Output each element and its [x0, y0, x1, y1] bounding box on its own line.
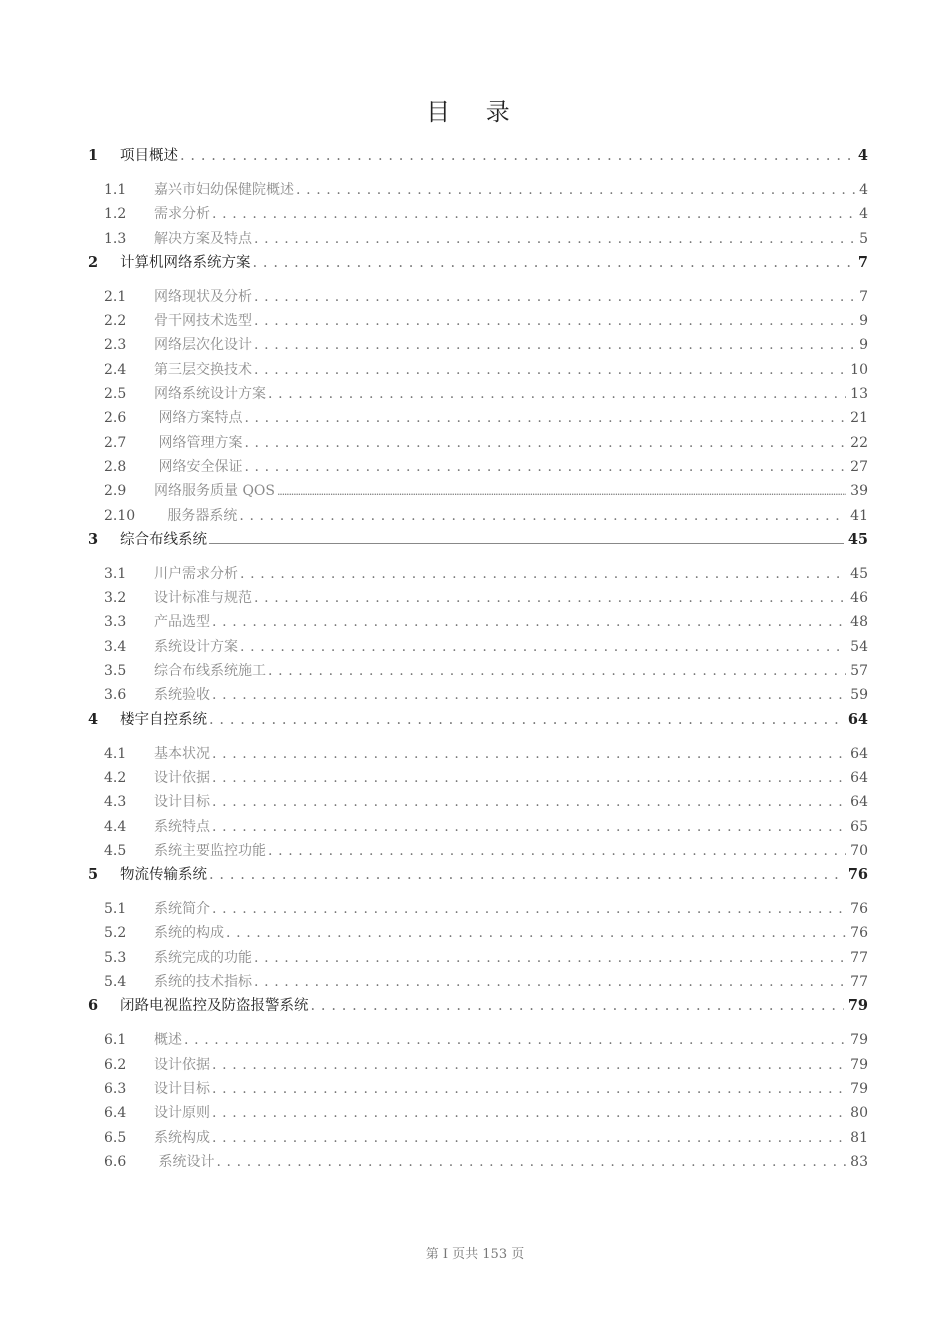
toc-entry-number: 2.8	[104, 458, 127, 475]
toc-entry-title: 闭路电视监控及防盗报警系统	[120, 998, 309, 1015]
toc-entry-title: 嘉兴市妇幼保健院概述	[154, 182, 294, 198]
toc-entry-page-number: 76	[850, 925, 868, 942]
toc-dot-leader	[212, 1053, 846, 1077]
toc-section-entry[interactable]	[88, 309, 868, 333]
toc-entry-title: 网络方案特点	[154, 410, 243, 427]
toc-section-entry[interactable]	[88, 227, 868, 251]
toc-dot-leader	[212, 790, 846, 814]
toc-section-entry[interactable]	[88, 333, 868, 357]
toc-entry-title: 设计目标	[154, 794, 210, 811]
toc-dot-leader	[212, 1077, 846, 1101]
toc-chapter-entry[interactable]	[88, 708, 868, 742]
toc-entry-number: 1	[88, 147, 99, 164]
toc-section-entry[interactable]	[88, 586, 868, 610]
toc-section-entry[interactable]	[88, 610, 868, 634]
toc-entry-number: 5	[88, 866, 99, 884]
toc-entry-page-number: 41	[850, 507, 868, 524]
toc-entry-number: 6.3	[104, 1080, 127, 1097]
toc-entry-page-number: 77	[850, 974, 868, 991]
toc-entry-page-number: 79	[847, 997, 868, 1015]
toc-entry-page-number: 79	[850, 1032, 868, 1049]
toc-dot-leader	[296, 178, 855, 202]
toc-entry-number: 2.1	[104, 288, 127, 305]
toc-entry-title: 概述	[154, 1032, 182, 1049]
toc-entry-number: 6.6	[104, 1153, 127, 1170]
table-of-contents	[88, 144, 868, 1174]
toc-entry-page-number: 46	[850, 590, 868, 607]
toc-section-entry[interactable]	[88, 1053, 868, 1077]
toc-entry-title: 服务器系统	[154, 507, 238, 524]
toc-dot-leader	[254, 970, 846, 994]
toc-entry-number: 2.3	[104, 337, 127, 354]
toc-entry-title: 计算机网络系统方案	[120, 254, 251, 271]
toc-entry-number: 3.2	[104, 590, 127, 607]
toc-section-entry[interactable]	[88, 202, 868, 226]
toc-entry-title: 设计依据	[154, 1056, 210, 1073]
toc-dot-leader	[212, 683, 846, 707]
toc-entry-title: 需求分析	[154, 206, 210, 223]
toc-dot-leader	[209, 863, 844, 887]
toc-section-entry[interactable]	[88, 1126, 868, 1150]
toc-section-entry[interactable]	[88, 562, 868, 586]
toc-entry-page-number: 64	[850, 745, 868, 762]
toc-section-entry[interactable]	[88, 897, 868, 921]
toc-entry-number: 3.6	[104, 687, 127, 704]
toc-dot-leader	[212, 1101, 846, 1125]
toc-entry-number: 6.5	[104, 1129, 127, 1146]
toc-entry-page-number: 22	[850, 434, 868, 451]
toc-entry-title: 系统主要监控功能	[154, 842, 266, 859]
toc-entry-number: 6.2	[104, 1056, 127, 1073]
toc-section-entry[interactable]	[88, 382, 868, 406]
toc-section-entry[interactable]	[88, 455, 868, 479]
toc-section-entry[interactable]	[88, 742, 868, 766]
toc-entry-title: 网络现状及分析	[154, 288, 252, 305]
toc-entry-page-number: 80	[850, 1105, 868, 1122]
toc-entry-title: 基本状况	[154, 745, 210, 762]
toc-entry-title: 网络安全保证	[154, 458, 243, 475]
toc-entry-page-number: 76	[850, 901, 868, 918]
toc-chapter-entry[interactable]	[88, 863, 868, 897]
toc-dot-leader	[209, 529, 844, 544]
toc-entry-page-number: 9	[859, 313, 868, 330]
toc-dot-leader	[226, 921, 846, 945]
page-footer: 第 I 页共 153 页	[425, 1247, 525, 1262]
toc-entry-title: 系统设计方案	[154, 638, 238, 655]
toc-section-entry[interactable]	[88, 431, 868, 455]
toc-entry-number: 3.3	[104, 614, 127, 631]
toc-dot-leader	[254, 946, 846, 970]
toc-entry-page-number: 27	[850, 458, 868, 475]
toc-entry-page-number: 57	[850, 663, 868, 680]
toc-dot-leader	[244, 406, 846, 430]
toc-entry-number: 5.4	[104, 974, 127, 991]
toc-dot-leader	[311, 994, 844, 1018]
toc-entry-number: 4.5	[104, 842, 127, 859]
toc-section-entry[interactable]	[88, 406, 868, 430]
toc-dot-leader	[240, 562, 846, 586]
toc-section-entry[interactable]	[88, 659, 868, 683]
toc-section-entry[interactable]	[88, 479, 868, 503]
toc-entry-number: 5.1	[104, 901, 127, 918]
toc-entry-number: 2.6	[104, 410, 127, 427]
toc-section-entry[interactable]	[88, 839, 868, 863]
toc-entry-page-number: 4	[857, 147, 868, 164]
toc-entry-title: 综合布线系统施工	[154, 663, 266, 680]
toc-entry-number: 3.4	[104, 638, 127, 655]
toc-entry-number: 5.3	[104, 949, 127, 966]
toc-dot-leader	[212, 202, 855, 226]
toc-entry-title: 设计标准与规范	[154, 590, 252, 607]
toc-entry-page-number: 5	[859, 230, 868, 247]
toc-entry-number: 4.2	[104, 769, 127, 786]
toc-section-entry[interactable]	[88, 178, 868, 202]
toc-section-entry[interactable]	[88, 766, 868, 790]
toc-entry-number: 4.4	[104, 818, 127, 835]
toc-entry-number: 2.4	[104, 361, 127, 378]
toc-entry-title: 项目概述	[120, 148, 178, 164]
toc-entry-title: 骨干网技术选型	[154, 313, 252, 330]
toc-entry-page-number: 39	[850, 483, 868, 500]
toc-entry-page-number: 70	[850, 842, 868, 859]
toc-entry-page-number: 81	[850, 1129, 868, 1146]
toc-dot-leader	[209, 708, 844, 732]
toc-entry-title: 楼宇自控系统	[120, 711, 207, 728]
toc-section-entry[interactable]	[88, 970, 868, 994]
toc-entry-title: 系统的构成	[154, 925, 224, 942]
toc-dot-leader	[212, 766, 846, 790]
toc-entry-number: 6	[88, 997, 99, 1015]
toc-entry-page-number: 65	[850, 818, 868, 835]
toc-dot-leader	[240, 635, 846, 659]
toc-entry-title: 网络系统设计方案	[154, 386, 266, 403]
toc-dot-leader	[254, 586, 846, 610]
toc-entry-title: 设计原则	[154, 1105, 210, 1122]
toc-dot-leader	[254, 285, 855, 309]
toc-entry-title: 解决方案及特点	[154, 230, 252, 247]
toc-entry-title: 设计目标	[154, 1080, 210, 1097]
toc-entry-title: 物流传输系统	[120, 867, 207, 884]
toc-entry-page-number: 83	[850, 1153, 868, 1170]
toc-entry-page-number: 64	[850, 794, 868, 811]
toc-entry-number: 3.1	[104, 565, 127, 582]
toc-entry-title: 系统验收	[154, 687, 210, 704]
toc-entry-page-number: 64	[850, 769, 868, 786]
toc-entry-number: 1.3	[104, 230, 127, 247]
toc-entry-title: 网络服务质量 QOS	[154, 483, 275, 500]
toc-chapter-entry[interactable]	[88, 144, 868, 178]
toc-entry-number: 1.1	[104, 182, 127, 198]
toc-dot-leader	[184, 1028, 846, 1052]
toc-entry-number: 1.2	[104, 206, 127, 223]
toc-dot-leader	[244, 431, 846, 455]
toc-dot-leader	[254, 309, 855, 333]
toc-section-entry[interactable]	[88, 358, 868, 382]
toc-entry-number: 2.10	[104, 507, 136, 524]
toc-dot-leader	[212, 610, 846, 634]
toc-dot-leader	[239, 504, 846, 528]
toc-entry-page-number: 54	[850, 638, 868, 655]
toc-entry-page-number: 64	[847, 710, 868, 728]
toc-dot-leader	[180, 144, 854, 168]
toc-entry-page-number: 77	[850, 949, 868, 966]
toc-entry-page-number: 79	[850, 1056, 868, 1073]
toc-entry-page-number: 59	[850, 687, 868, 704]
toc-entry-title: 网络管理方案	[154, 434, 243, 451]
toc-chapter-entry[interactable]	[88, 994, 868, 1028]
toc-section-entry[interactable]	[88, 815, 868, 839]
toc-dot-leader	[253, 251, 854, 275]
toc-entry-number: 4.1	[104, 745, 127, 762]
toc-section-entry[interactable]	[88, 1028, 868, 1052]
toc-entry-title: 系统的技术指标	[154, 974, 252, 991]
toc-entry-title: 川户需求分析	[154, 565, 238, 582]
toc-entry-title: 系统特点	[154, 818, 210, 835]
toc-entry-page-number: 79	[850, 1080, 868, 1097]
toc-dot-leader	[268, 839, 846, 863]
toc-dot-leader	[254, 358, 846, 382]
toc-entry-page-number: 4	[859, 182, 868, 198]
toc-entry-page-number: 7	[859, 288, 868, 305]
toc-entry-page-number: 45	[850, 565, 868, 582]
toc-entry-number: 4.3	[104, 794, 127, 811]
toc-entry-title: 系统构成	[154, 1129, 210, 1146]
toc-dot-leader	[212, 742, 846, 766]
toc-entry-title: 系统简介	[154, 901, 210, 918]
toc-dot-leader	[277, 479, 846, 503]
toc-section-entry[interactable]	[88, 285, 868, 309]
toc-entry-title: 产品选型	[154, 614, 210, 631]
toc-section-entry[interactable]	[88, 683, 868, 707]
toc-section-entry[interactable]	[88, 921, 868, 945]
toc-section-entry[interactable]	[88, 504, 868, 528]
toc-entry-number: 3	[88, 530, 99, 548]
toc-chapter-entry[interactable]	[88, 251, 868, 285]
toc-entry-page-number: 45	[847, 530, 868, 548]
toc-section-entry[interactable]	[88, 1077, 868, 1101]
toc-entry-number: 2.5	[104, 386, 127, 403]
toc-entry-number: 3.5	[104, 663, 127, 680]
toc-entry-page-number: 10	[850, 361, 868, 378]
toc-entry-page-number: 4	[859, 206, 868, 223]
page-title: 目 录	[426, 98, 524, 126]
toc-entry-title: 系统完成的功能	[154, 949, 252, 966]
toc-entry-number: 2.2	[104, 313, 127, 330]
toc-dot-leader	[212, 897, 846, 921]
toc-entry-page-number: 9	[859, 337, 868, 354]
toc-section-entry[interactable]	[88, 635, 868, 659]
toc-section-entry[interactable]	[88, 946, 868, 970]
toc-dot-leader	[216, 1150, 846, 1174]
toc-entry-title: 系统设计	[154, 1153, 215, 1170]
toc-entry-number: 2	[88, 253, 99, 271]
toc-section-entry[interactable]	[88, 790, 868, 814]
toc-entry-number: 2.7	[104, 434, 127, 451]
toc-dot-leader	[268, 382, 846, 406]
toc-entry-title: 综合布线系统	[120, 531, 207, 548]
toc-section-entry[interactable]	[88, 1150, 868, 1174]
toc-entry-page-number: 48	[850, 614, 868, 631]
toc-dot-leader	[212, 1126, 846, 1150]
toc-entry-title: 网络层次化设计	[154, 337, 252, 354]
toc-entry-page-number: 21	[850, 410, 868, 427]
toc-dot-leader	[254, 333, 855, 357]
toc-entry-number: 5.2	[104, 925, 127, 942]
toc-dot-leader	[212, 815, 846, 839]
toc-entry-page-number: 76	[847, 866, 868, 884]
toc-entry-number: 4	[88, 710, 99, 728]
toc-chapter-entry[interactable]	[88, 528, 868, 562]
toc-section-entry[interactable]	[88, 1101, 868, 1125]
toc-dot-leader	[254, 227, 855, 251]
toc-dot-leader	[244, 455, 846, 479]
toc-entry-number: 6.4	[104, 1105, 127, 1122]
toc-entry-title: 第三层交换技术	[154, 361, 252, 378]
toc-entry-page-number: 7	[857, 253, 868, 271]
toc-entry-page-number: 13	[850, 386, 868, 403]
toc-entry-number: 6.1	[104, 1032, 127, 1049]
toc-entry-title: 设计依据	[154, 769, 210, 786]
toc-dot-leader	[268, 659, 846, 683]
toc-entry-number: 2.9	[104, 483, 127, 500]
